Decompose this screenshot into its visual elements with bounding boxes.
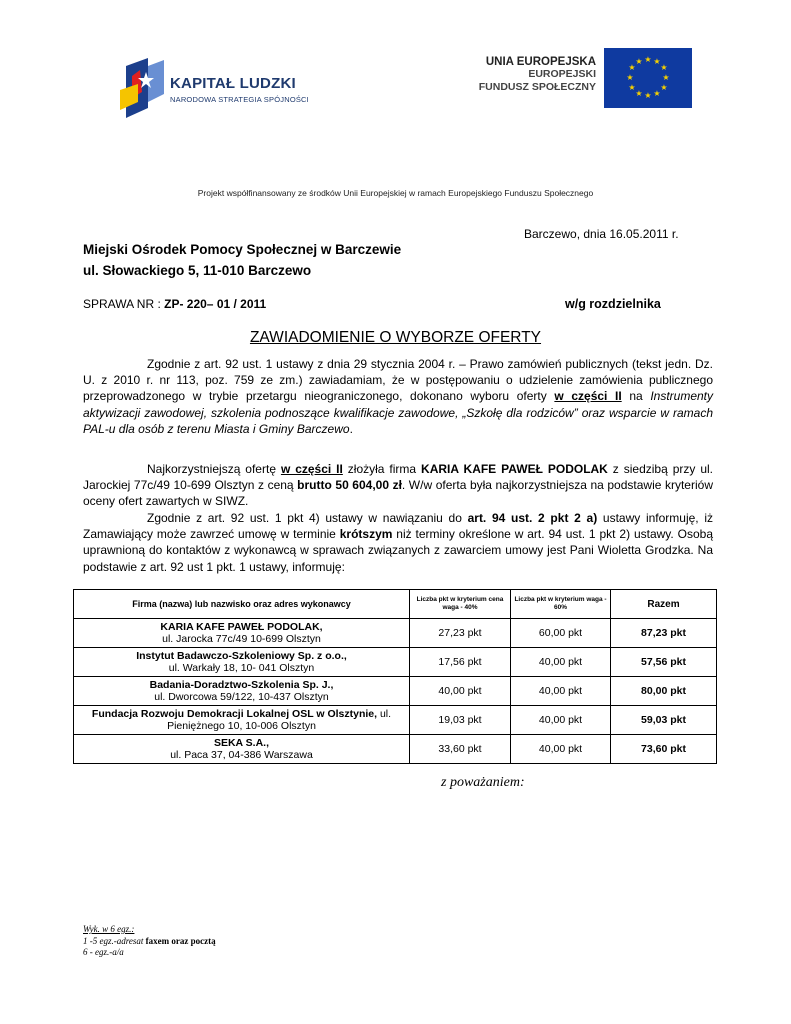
footer-recipient-text: 1 -5 egz.-adresat (83, 936, 146, 946)
case-label: SPRAWA NR : (83, 297, 165, 311)
paragraph-1 (83, 356, 713, 437)
institution-name: Miejski Ośrodek Pomocy Społecznej w Barczewie (83, 242, 402, 257)
firm-cell (74, 706, 410, 735)
svg-text:★: ★ (653, 89, 661, 98)
p1-subject: Instrumenty aktywizacji zawodowej, szkolenia podnoszące kwalifikacje zawodowe, „Szkołę dla rodziców” oraz wsparcie w ramach PAL-u dla osób z terenu Miasta i Gminy Barczewo (83, 389, 714, 436)
price-points: 19,03 pkt (410, 706, 511, 735)
eu-flag-icon (604, 48, 692, 108)
firm-address: ul. Pieniężnego 10, 10-006 Olsztyn (167, 708, 392, 732)
table-row (74, 677, 717, 706)
svg-text:★: ★ (626, 73, 634, 82)
eu-logo-line2: EUROPEJSKI (528, 68, 596, 80)
header-price: Liczba pkt w kryterium cena waga - 40% (410, 590, 511, 619)
quality-points: 60,00 pkt (511, 619, 611, 648)
svg-text:★: ★ (644, 91, 652, 100)
p3-text-e: niż terminy określone w art. 94 ust. 1 pkt 2) ustawy. Osobą uprawnioną do kontaktów z wykonawcą w sprawach związanych z zawarciem umowy jest Pani Wioletta Grodzka. Na podstawie z art. 92 ust 1 pkt. 1 ustawy, informuję: (83, 527, 713, 574)
p1-part-ref: w części II (554, 389, 622, 404)
quality-points: 40,00 pkt (511, 648, 611, 677)
footer-copies: Wyk. w 6 egz.: (83, 924, 135, 934)
svg-text:★: ★ (628, 63, 636, 72)
quality-points: 40,00 pkt (511, 735, 611, 764)
price-points: 17,56 pkt (410, 648, 511, 677)
case-number: ZP- 220– 01 / 2011 (164, 297, 267, 311)
svg-text:★: ★ (635, 89, 643, 98)
case-reference (83, 297, 266, 311)
eu-logo-line3: FUNDUSZ SPOŁECZNY (478, 81, 596, 93)
results-table (73, 589, 717, 764)
total-points: 80,00 pkt (611, 677, 717, 706)
total-points: 59,03 pkt (611, 706, 717, 735)
document-title: ZAWIADOMIENIE O WYBORZE OFERTY (249, 329, 542, 346)
kapital-ludzki-logo (118, 58, 318, 124)
p1-text-e: . (349, 421, 353, 436)
eu-logo (470, 48, 692, 108)
p2-text-g: . W/w oferta była najkorzystniejsza na podstawie kryteriów oceny ofert zawartych w SIWZ. (83, 478, 713, 509)
firm-name: SEKA S.A., (213, 737, 270, 749)
table-row (74, 619, 717, 648)
firm-cell (74, 735, 410, 764)
p2-text-e: z siedzibą przy ul. Jarockiej 77c/49 10-699 Olsztyn z ceną (83, 462, 713, 493)
p3-shorter: krótszym (339, 527, 393, 542)
total-points: 73,60 pkt (611, 735, 717, 764)
eu-logo-text (479, 56, 596, 94)
table-row (74, 648, 717, 677)
svg-text:★: ★ (660, 83, 668, 92)
institution-address: ul. Słowackiego 5, 11-010 Barczewo (83, 263, 312, 278)
p2-text-c: złożyła firma (342, 462, 422, 476)
firm-address: ul. Paca 37, 04-386 Warszawa (170, 749, 313, 761)
svg-text:★: ★ (628, 83, 636, 92)
header-sum: Razem (611, 590, 717, 619)
svg-text:★: ★ (662, 73, 670, 82)
header-quality: Liczba pkt w kryterium waga - 60% (511, 590, 611, 619)
firm-name: Fundacja Rozwoju Demokracji Lokalnej OSL w Olsztynie, (91, 708, 378, 720)
footer-delivery: faxem oraz pocztą (145, 936, 216, 946)
firm-name: KARIA KAFE PAWEŁ PODOLAK, (160, 621, 323, 633)
quality-points: 40,00 pkt (511, 706, 611, 735)
p3-article: art. 94 ust. 2 pkt 2 a) (467, 511, 598, 525)
table-header-row (74, 590, 717, 619)
p2-price: brutto 50 604,00 zł (297, 478, 402, 493)
kapital-ludzki-emblem-icon (118, 58, 166, 124)
distribution-note: w/g rozdzielnika (565, 297, 661, 311)
price-points: 27,23 pkt (410, 619, 511, 648)
svg-text:★: ★ (653, 57, 661, 66)
footer-archive: 6 - egz.-a/a (83, 947, 124, 957)
p2-part-ref: w części II (280, 462, 343, 476)
total-points: 57,56 pkt (611, 648, 717, 677)
price-points: 40,00 pkt (410, 677, 511, 706)
kl-logo-title: KAPITAŁ LUDZKI (170, 75, 296, 92)
firm-name: Badania-Doradztwo-Szkolenia Sp. J., (149, 679, 334, 691)
svg-text:★: ★ (644, 55, 652, 64)
table-row (74, 735, 717, 764)
p2-text-a: Najkorzystniejszą ofertę (147, 462, 281, 476)
price-points: 33,60 pkt (410, 735, 511, 764)
p2-winner: KARIA KAFE PAWEŁ PODOLAK (421, 462, 608, 476)
paragraph-2 (83, 461, 713, 510)
svg-text:★: ★ (635, 57, 643, 66)
firm-cell (74, 677, 410, 706)
firm-address: ul. Dworcowa 59/122, 10-437 Olsztyn (154, 691, 329, 703)
eu-logo-line1: UNIA EUROPEJSKA (485, 56, 596, 68)
p1-text-a: Zgodnie z art. 92 ust. 1 ustawy z dnia 29 stycznia 2004 r. – Prawo zamówień publicznych (tekst jedn. Dz. U. z 2010 r. nr 113, poz. 759 ze zm.) zawiadamiam, że w postępowaniu o udzielenie zamówienia publicznego przeprowadzonego w trybie przetargu nieograniczonego, dokonano wyboru oferty (83, 357, 713, 404)
footer-recipient (83, 936, 216, 946)
firm-address: ul. Jarocka 77c/49 10-699 Olsztyn (162, 633, 321, 645)
svg-text:★: ★ (660, 63, 668, 72)
cofinance-note: Projekt współfinansowany ze środków Unii Europejskiej w ramach Europejskiego Funduszu Społecznego (197, 188, 594, 198)
kl-logo-subtitle: NARODOWA STRATEGIA SPÓJNOŚCI (170, 95, 309, 104)
letter-date: Barczewo, dnia 16.05.2011 r. (524, 227, 679, 241)
p3-text-c: ustawy informuję, iż Zamawiający może zawrzeć umowę w terminie (83, 511, 713, 542)
firm-cell (74, 619, 410, 648)
firm-name: Instytut Badawczo-Szkoleniowy Sp. z o.o., (136, 650, 347, 662)
quality-points: 40,00 pkt (511, 677, 611, 706)
header-firm: Firma (nazwa) lub nazwisko oraz adres wykonawcy (74, 590, 410, 619)
p3-text-a: Zgodnie z art. 92 ust. 1 pkt 4) ustawy w nawiązaniu do (147, 511, 468, 525)
table-row (74, 706, 717, 735)
p1-text-c: na (621, 389, 651, 404)
closing-regards: z poważaniem: (441, 775, 525, 790)
paragraph-3 (83, 510, 713, 575)
total-points: 87,23 pkt (611, 619, 717, 648)
firm-address: ul. Warkały 18, 10- 041 Olsztyn (168, 662, 315, 674)
firm-cell (74, 648, 410, 677)
